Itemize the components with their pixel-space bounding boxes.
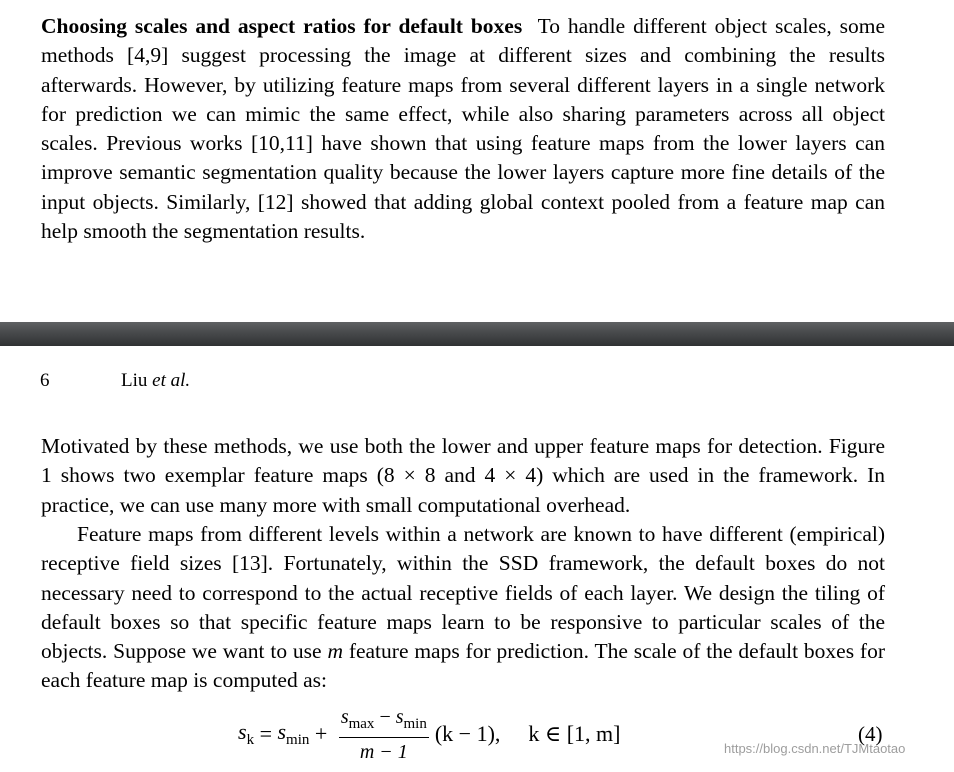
eq-domain: k ∈ [1, m]	[528, 721, 621, 746]
watermark: https://blog.csdn.net/TJMtaotao	[724, 741, 906, 756]
feature-maps-paragraph	[41, 520, 885, 696]
running-head-etal: et al.	[152, 370, 191, 391]
running-head-author: Liu	[121, 370, 148, 391]
eq-equals: =	[254, 721, 278, 746]
running-head	[121, 370, 190, 392]
scales-paragraph	[41, 12, 885, 246]
equation-number: (4)	[858, 722, 883, 746]
upper-page	[0, 0, 954, 322]
feature-maps-text-a: Feature maps from different levels within a network are known to have different (empirical) receptive field sizes [13]. Fortunately, within the SSD framework, the default boxes do not necessary need to correspond to the actual receptive fields of each layer. We design the tiling of default boxes so that specific feature maps learn to be responsive to particular scales of the objects. Suppose we want to use	[41, 522, 885, 664]
eq-lhs: $s_k$	[238, 719, 255, 748]
eq-plus: +	[309, 721, 333, 746]
eq-paren: (k − 1),	[434, 721, 501, 746]
eq-smin: $s_{min}$	[277, 719, 310, 748]
runin-heading: Choosing scales and aspect ratios for default boxes	[41, 14, 523, 38]
eq-denominator: m − 1	[359, 740, 408, 763]
feature-maps-text-b: feature maps for prediction. The scale of the default boxes for each feature map is computed as:	[41, 639, 885, 693]
page-separator	[0, 322, 954, 346]
eq-numerator: $s_{max} - s_{min}$	[339, 706, 429, 738]
scale-equation	[238, 704, 620, 764]
page-number: 6	[40, 370, 50, 391]
motivation-paragraph: Motivated by these methods, we use both the lower and upper feature maps for detection. Figure 1 shows two exemplar feature maps (8 × 8 and 4 × 4) which are used in the framework. In practice, we can use many more with small computational overhead.	[41, 434, 885, 517]
lower-page	[0, 346, 954, 772]
scales-paragraph-text: To handle different object scales, some methods [4,9] suggest processing the image at different sizes and combining the results afterwards. However, by utilizing feature maps from several different layers in a single network for prediction we can mimic the same effect, while also sharing parameters across all object scales. Previous works [10,11] have shown that using feature maps from the lower layers can improve semantic segmentation quality because the lower layers capture more fine details of the input objects. Similarly, [12] showed that adding global context pooled from a feature map can help smooth the segmentation results.	[41, 14, 885, 244]
var-m: m	[327, 639, 343, 664]
eq-fraction	[339, 706, 429, 763]
